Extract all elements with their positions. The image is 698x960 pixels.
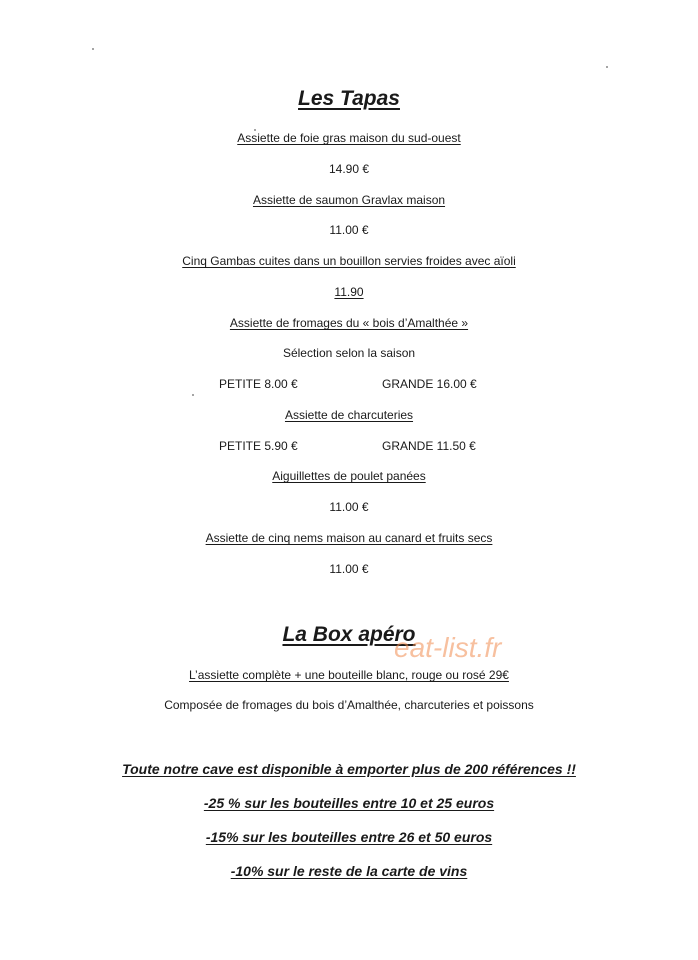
promo-cave: Toute notre cave est disponible à emporter plus de 200 références !!	[122, 761, 576, 777]
item-nems-name: Assiette de cinq nems maison au canard et fruits secs	[205, 531, 493, 545]
scan-speck	[254, 129, 256, 131]
promo-2: -15% sur les bouteilles entre 26 et 50 euros	[205, 829, 493, 845]
item-gambas-name: Cinq Gambas cuites dans un bouillon servies froides avec aïoli	[182, 254, 516, 268]
scan-speck	[606, 66, 608, 68]
item-foie-gras-name: Assiette de foie gras maison du sud-ouest	[237, 131, 461, 145]
item-saumon-price: 11.00 €	[329, 223, 369, 237]
scan-speck	[92, 48, 94, 50]
tapas-title: Les Tapas	[298, 87, 400, 110]
item-fromages-note: Sélection selon la saison	[282, 346, 416, 360]
item-poulet-name: Aiguillettes de poulet panées	[272, 469, 426, 483]
item-charcuteries-name: Assiette de charcuteries	[284, 408, 414, 422]
box-line-1: L’assiette complète + une bouteille blanc, rouge ou rosé 29€	[189, 668, 509, 682]
item-foie-gras-price: 14.90 €	[328, 162, 370, 176]
item-fromages-name: Assiette de fromages du « bois d’Amalthée »	[229, 316, 469, 330]
item-fromages-grande: GRANDE 16.00 €	[382, 377, 477, 391]
item-nems-price: 11.00 €	[329, 562, 369, 576]
item-poulet-price: 11.00 €	[329, 500, 369, 514]
item-gambas-price: 11.90	[334, 285, 364, 299]
item-charcuteries-petite: PETITE 5.90 €	[219, 439, 298, 453]
promo-3: -10% sur le reste de la carte de vins	[230, 863, 468, 879]
scan-speck	[192, 394, 194, 396]
box-line-2: Composée de fromages du bois d’Amalthée, charcuteries et poissons	[164, 698, 534, 712]
watermark-logo: eat-list.fr	[394, 632, 502, 663]
box-title: La Box apéro	[282, 623, 416, 646]
promo-1: -25 % sur les bouteilles entre 10 et 25 euros	[203, 795, 495, 811]
item-saumon-name: Assiette de saumon Gravlax maison	[252, 193, 446, 207]
item-charcuteries-grande: GRANDE 11.50 €	[382, 439, 476, 453]
item-fromages-petite: PETITE 8.00 €	[219, 377, 298, 391]
